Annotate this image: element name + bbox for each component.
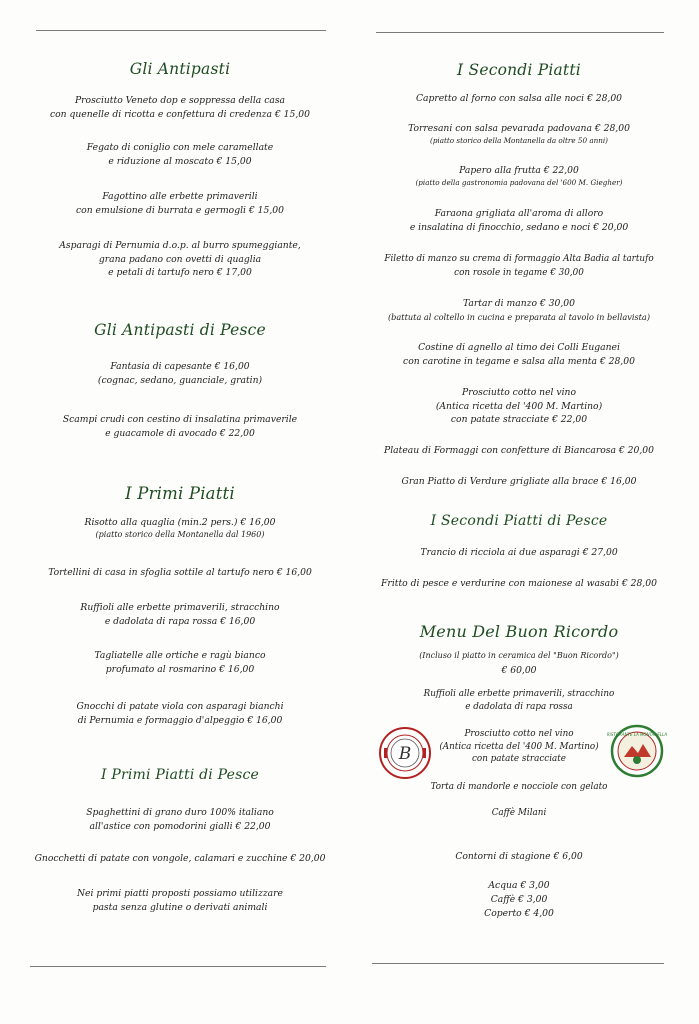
menu-item: Plateau di Formaggi con confetture di Biancarosa € 20,00 — [384, 445, 654, 456]
menu-item: Capretto al forno con salsa alle noci € 28,00 — [415, 93, 623, 104]
buon-ricordo-intro: (Incluso il piatto in ceramica del "Buon Ricordo") — [419, 651, 619, 660]
menu-item: Nei primi piatti proposti possiamo utilizzare pasta senza glutine o derivati animali — [77, 888, 283, 913]
menu-item: Ruffioli alle erbette primaverili, stracchino e dadolata di rapa rossa — [423, 689, 615, 712]
menu-item: Tartar di manzo € 30,00 (battuta al coltello in cucina e preparata al tavolo in bellavista) — [387, 298, 651, 322]
menu-item: Fagottino alle erbette primaverili con emulsione di burrata e germogli € 15,00 — [76, 191, 284, 216]
menu-item: Gnocchi di patate viola con asparagi bianchi di Pernumia e formaggio d'alpeggio € 16,00 — [76, 701, 284, 726]
contorni-item: Contorni di stagione € 6,00 — [455, 851, 583, 862]
section-title-primi: I Primi Piatti — [125, 484, 235, 503]
menu-item: Tortellini di casa in sfoglia sottile al tartufo nero € 16,00 — [48, 567, 312, 578]
menu-item: Costine di agnello al timo dei Colli Euganei con carotine in tegame e salsa alla menta € 28,00 — [403, 342, 635, 367]
section-title-buon-ricordo: Menu Del Buon Ricordo — [419, 622, 619, 641]
menu-item: Torta di mandorle e nocciole con gelato — [430, 782, 608, 792]
menu-item: Spaghettini di grano duro 100% italiano all'astice con pomodorini gialli € 22,00 — [86, 807, 274, 832]
menu-item: Fritto di pesce e verdurine con maionese al wasabi € 28,00 — [381, 578, 657, 589]
menu-item: Faraona grigliata all'aroma di alloro e insalatina di finocchio, sedano e noci € 20,00 — [409, 208, 629, 233]
extras-list: Acqua € 3,00 Caffè € 3,00 Coperto € 4,00 — [484, 880, 554, 919]
section-title-antipasti: Gli Antipasti — [129, 60, 231, 78]
top-rule-left — [36, 30, 326, 31]
menu-item: Prosciutto cotto nel vino (Antica ricetta del '400 M. Martino) con patate stracciate — [439, 729, 599, 764]
menu-item: Tagliatelle alle ortiche e ragù bianco profumato al rosmarino € 16,00 — [94, 650, 266, 675]
la-montanella-logo-text: RISTORANTE LA MONTANELLA — [606, 732, 668, 737]
menu-item: Trancio di ricciola ai due asparagi € 27,00 — [420, 547, 618, 558]
menu-item: Caffè Milani — [491, 808, 547, 818]
menu-item: Scampi crudi con cestino di insalatina primaverile e guacamole di avocado € 22,00 — [62, 414, 298, 439]
section-title-secondi-pesce: I Secondi Piatti di Pesce — [430, 513, 608, 529]
buon-ricordo-price: € 60,00 — [501, 665, 537, 676]
section-title-antipasti-pesce: Gli Antipasti di Pesce — [94, 321, 266, 339]
menu-item: Prosciutto Veneto dop e soppressa della casa con quenelle di ricotta e confettura di credenza € 15,00 — [49, 95, 310, 120]
buon-ricordo-logo — [378, 726, 432, 780]
menu-item: Prosciutto cotto nel vino (Antica ricetta del '400 M. Martino) con patate stracciate € 22,00 — [435, 387, 603, 425]
la-montanella-logo — [606, 724, 668, 778]
section-title-secondi: I Secondi Piatti — [457, 61, 581, 79]
menu-item: Fegato di coniglio con mele caramellate e riduzione al moscato € 15,00 — [86, 142, 274, 167]
top-rule-right — [376, 32, 664, 33]
menu-item: Ruffioli alle erbette primaverili, stracchino e dadolata di rapa rossa € 16,00 — [80, 602, 280, 627]
menu-item: Fantasia di capesante € 16,00 (cognac, sedano, guanciale, gratin) — [97, 361, 263, 386]
buon-ricordo-logo-letter: B — [398, 744, 412, 764]
menu-item: Asparagi di Pernumia d.o.p. al burro spumeggiante, grana padano con ovetti di quaglia e petali di tartufo nero € 17,00 — [59, 240, 301, 278]
section-title-primi-pesce: I Primi Piatti di Pesce — [100, 767, 260, 783]
menu-item: Filetto di manzo su crema di formaggio Alta Badia al tartufo con rosole in tegame € 30,00 — [384, 254, 654, 278]
menu-item: Torresani con salsa pevarada padovana € 28,00 (piatto storico della Montanella da oltre 50 anni) — [408, 123, 630, 145]
menu-item: Gran Piatto di Verdure grigliate alla brace € 16,00 — [401, 476, 637, 487]
menu-item: Papero alla frutta € 22,00 (piatto della gastronomia padovana del '600 M. Giegher) — [415, 165, 623, 187]
bottom-rule-right — [372, 963, 664, 964]
menu-item: Gnocchetti di patate con vongole, calamari e zucchine € 20,00 — [34, 853, 326, 864]
menu-item: Risotto alla quaglia (min.2 pers.) € 16,00 (piatto storico della Montanella dal 1960) — [84, 517, 276, 539]
bottom-rule-left — [30, 966, 326, 967]
